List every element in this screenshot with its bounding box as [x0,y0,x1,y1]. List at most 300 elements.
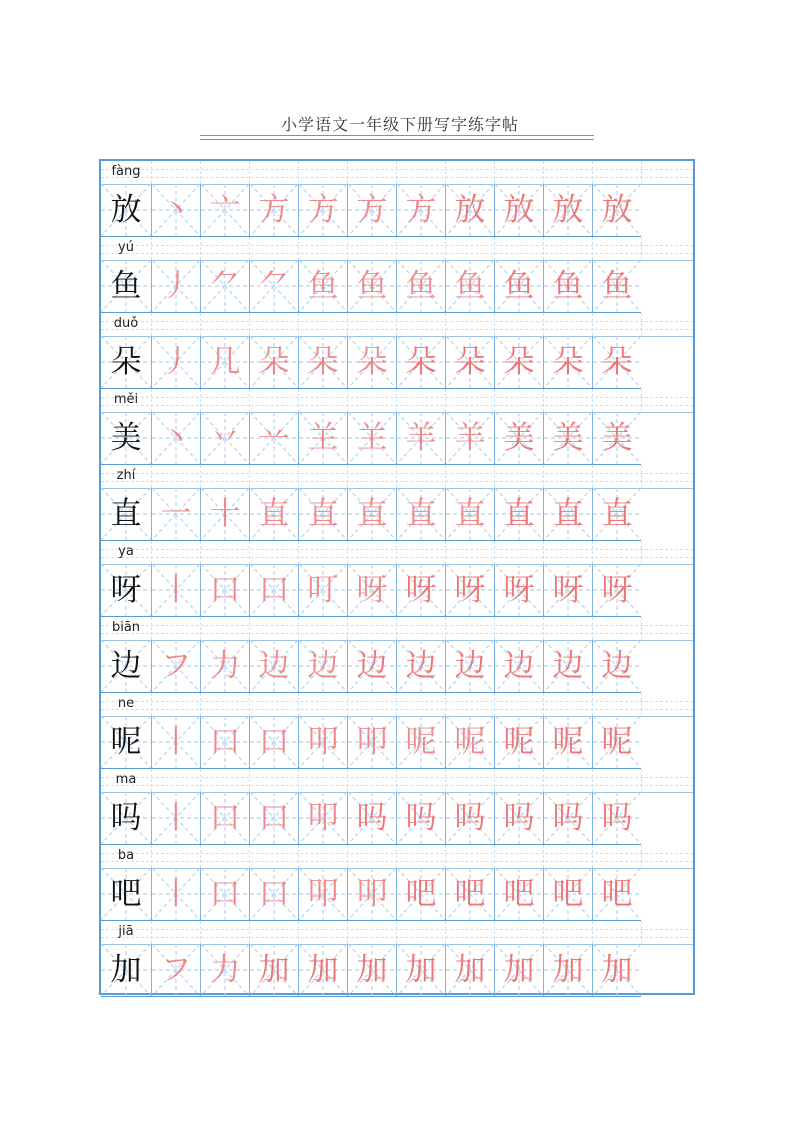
pinyin-divider [200,693,201,716]
pinyin-divider [592,465,593,488]
pinyin-divider [445,693,446,716]
pinyin-divider [543,769,544,792]
stroke-step-character: 叩 [356,723,388,760]
stroke-step-character: 鱼 [601,267,633,304]
stroke-step-cell[interactable] [347,792,396,845]
stroke-step-character: 呀 [356,571,388,608]
practice-row [101,921,693,997]
stroke-step-character: 鱼 [307,267,339,304]
pinyin-guide-line [101,633,693,634]
stroke-step-cell[interactable] [200,412,249,465]
stroke-step-cell[interactable] [592,640,641,693]
model-character: 吗 [110,799,142,836]
stroke-step-cell[interactable] [200,336,249,389]
model-character: 直 [110,495,142,532]
stroke-step-cell[interactable] [445,564,494,617]
stroke-step-cell[interactable] [151,716,200,769]
stroke-step-character: 丿 [160,267,192,304]
pinyin-divider [200,617,201,640]
stroke-step-cell[interactable] [347,640,396,693]
pinyin-divider [347,693,348,716]
pinyin-divider [543,237,544,260]
stroke-step-cell[interactable] [494,792,543,845]
pinyin-divider [298,313,299,336]
stroke-step-character: 丷 [209,419,241,456]
stroke-step-cell[interactable] [200,488,249,541]
stroke-step-cell[interactable] [200,944,249,997]
stroke-step-character: 美 [601,419,633,456]
pinyin-divider [151,389,152,412]
stroke-step-character: 吧 [503,875,535,912]
stroke-step-cell[interactable] [396,412,445,465]
pinyin-guide-line [101,557,693,558]
stroke-step-cell[interactable] [592,716,641,769]
stroke-step-character: ⺈ [258,267,290,304]
pinyin-divider [592,161,593,184]
pinyin-band [101,465,693,489]
stroke-step-character: 边 [356,647,388,684]
practice-row [101,161,693,237]
stroke-step-cell[interactable] [347,564,396,617]
stroke-step-cell[interactable] [151,260,200,313]
stroke-step-cell[interactable] [494,336,543,389]
stroke-step-character: 口 [258,799,290,836]
stroke-step-cell[interactable] [543,260,592,313]
pinyin-guide-line [101,549,693,550]
stroke-step-cell[interactable] [298,868,347,921]
stroke-step-cell[interactable] [298,260,347,313]
pinyin-guide-line [101,397,693,398]
stroke-step-character: 边 [601,647,633,684]
pinyin-divider [543,161,544,184]
pinyin-divider [249,693,250,716]
practice-row [101,769,693,845]
stroke-step-cell[interactable] [445,792,494,845]
stroke-step-cell[interactable] [347,716,396,769]
stroke-step-character: 边 [552,647,584,684]
pinyin-divider [298,389,299,412]
stroke-step-character: 吧 [454,875,486,912]
pinyin-divider [249,237,250,260]
pinyin-divider [445,921,446,944]
stroke-step-cell[interactable] [396,564,445,617]
stroke-step-character: 䒑 [258,419,290,456]
practice-row [101,237,693,313]
stroke-step-cell[interactable] [347,868,396,921]
stroke-step-character: 几 [209,343,241,380]
pinyin-divider [151,541,152,564]
stroke-step-cell[interactable] [151,792,200,845]
pinyin-divider [641,617,642,640]
stroke-step-cell[interactable] [396,716,445,769]
stroke-step-cell[interactable] [543,640,592,693]
pinyin-divider [592,921,593,944]
stroke-step-character: 叩 [307,875,339,912]
pinyin-divider [494,769,495,792]
pinyin-label: měi [113,392,139,407]
stroke-step-character: 加 [552,951,584,988]
stroke-step-cell[interactable] [494,716,543,769]
stroke-step-character: 呀 [405,571,437,608]
stroke-step-cell[interactable] [543,412,592,465]
pinyin-divider [641,313,642,336]
stroke-step-cell[interactable] [298,184,347,237]
model-character-cell [101,260,151,313]
stroke-step-cell[interactable] [592,336,641,389]
stroke-step-cell[interactable] [249,488,298,541]
pinyin-guide-line [101,253,693,254]
stroke-step-cell[interactable] [347,412,396,465]
pinyin-divider [445,389,446,412]
stroke-step-cell[interactable] [151,564,200,617]
pinyin-divider [641,161,642,184]
practice-sheet [99,159,695,995]
pinyin-divider [396,845,397,868]
stroke-step-character: 鱼 [454,267,486,304]
stroke-step-cell[interactable] [151,336,200,389]
stroke-step-cell[interactable] [298,716,347,769]
stroke-step-character: 朵 [503,343,535,380]
stroke-step-character: 直 [405,495,437,532]
pinyin-divider [396,465,397,488]
stroke-step-character: 边 [307,647,339,684]
stroke-step-cell[interactable] [543,792,592,845]
pinyin-guide-line [101,937,693,938]
stroke-step-cell[interactable] [592,488,641,541]
model-character: 鱼 [110,267,142,304]
stroke-step-cell[interactable] [494,564,543,617]
stroke-step-character: フ [160,647,192,684]
stroke-step-cell[interactable] [347,184,396,237]
stroke-step-cell[interactable] [200,640,249,693]
pinyin-divider [249,845,250,868]
stroke-step-character: 呢 [503,723,535,760]
pinyin-guide-line [101,329,693,330]
stroke-step-character: 美 [552,419,584,456]
pinyin-divider [445,769,446,792]
stroke-step-cell[interactable] [592,944,641,997]
stroke-step-cell[interactable] [151,944,200,997]
pinyin-divider [445,161,446,184]
stroke-step-character: 吧 [552,875,584,912]
stroke-step-cell[interactable] [396,792,445,845]
stroke-step-cell[interactable] [249,792,298,845]
stroke-step-cell[interactable] [298,792,347,845]
stroke-step-cell[interactable] [298,944,347,997]
stroke-step-character: 直 [552,495,584,532]
pinyin-divider [151,465,152,488]
stroke-step-cell[interactable] [494,412,543,465]
stroke-step-character: 口 [258,875,290,912]
stroke-step-cell[interactable] [151,488,200,541]
stroke-step-character: 吧 [405,875,437,912]
stroke-step-cell[interactable] [543,336,592,389]
stroke-step-character: 美 [503,419,535,456]
stroke-step-cell[interactable] [151,868,200,921]
stroke-step-character: 放 [454,191,486,228]
stroke-step-cell[interactable] [347,336,396,389]
stroke-step-cell[interactable] [543,488,592,541]
stroke-step-cell[interactable] [445,944,494,997]
stroke-step-cell[interactable] [445,716,494,769]
model-character: 边 [110,647,142,684]
stroke-step-cell[interactable] [543,184,592,237]
stroke-step-cell[interactable] [151,184,200,237]
stroke-step-character: 边 [405,647,437,684]
pinyin-divider [543,541,544,564]
pinyin-guide-line [101,701,693,702]
stroke-step-character: 吧 [601,875,633,912]
stroke-step-cell[interactable] [249,640,298,693]
stroke-step-character: 丨 [160,571,192,608]
stroke-step-cell[interactable] [298,640,347,693]
pinyin-divider [298,921,299,944]
stroke-step-character: 叩 [307,799,339,836]
stroke-step-character: 朵 [258,343,290,380]
stroke-step-cell[interactable] [249,184,298,237]
pinyin-divider [347,237,348,260]
model-character-cell [101,868,151,921]
model-character: 呀 [110,571,142,608]
stroke-step-character: 加 [601,951,633,988]
model-character-cell [101,336,151,389]
pinyin-divider [298,541,299,564]
stroke-step-cell[interactable] [592,868,641,921]
stroke-step-character: 加 [258,951,290,988]
stroke-step-character: 鱼 [552,267,584,304]
pinyin-divider [641,541,642,564]
pinyin-divider [200,389,201,412]
stroke-step-cell[interactable] [543,944,592,997]
pinyin-divider [200,237,201,260]
pinyin-divider [445,541,446,564]
pinyin-divider [298,237,299,260]
stroke-step-character: 吗 [454,799,486,836]
stroke-step-cell[interactable] [151,412,200,465]
pinyin-divider [396,617,397,640]
pinyin-divider [298,617,299,640]
stroke-step-cell[interactable] [494,184,543,237]
pinyin-guide-line [101,405,693,406]
stroke-step-character: 亠 [209,191,241,228]
stroke-step-cell[interactable] [249,260,298,313]
stroke-step-cell[interactable] [249,868,298,921]
stroke-step-character: 鱼 [503,267,535,304]
pinyin-label: duǒ [113,316,139,331]
pinyin-divider [151,161,152,184]
pinyin-guide-line [101,321,693,322]
pinyin-divider [347,617,348,640]
model-character-cell [101,640,151,693]
stroke-step-character: 叩 [307,723,339,760]
stroke-step-character: 呀 [552,571,584,608]
pinyin-divider [347,541,348,564]
pinyin-guide-line [101,169,693,170]
pinyin-divider [445,617,446,640]
pinyin-divider [494,921,495,944]
model-character: 放 [110,191,142,228]
stroke-step-character: 朵 [601,343,633,380]
stroke-step-character: 朵 [552,343,584,380]
pinyin-divider [151,617,152,640]
pinyin-band [101,693,693,717]
stroke-step-character: 丶 [160,191,192,228]
stroke-step-cell[interactable] [543,564,592,617]
stroke-step-cell[interactable] [445,412,494,465]
stroke-step-cell[interactable] [494,260,543,313]
practice-row [101,313,693,389]
stroke-step-cell[interactable] [396,640,445,693]
stroke-step-cell[interactable] [445,868,494,921]
stroke-step-character: 放 [601,191,633,228]
pinyin-divider [396,541,397,564]
stroke-step-cell[interactable] [592,792,641,845]
pinyin-divider [298,845,299,868]
pinyin-label: fàng [111,164,141,179]
pinyin-divider [200,161,201,184]
stroke-step-cell[interactable] [445,184,494,237]
stroke-step-cell[interactable] [396,260,445,313]
stroke-step-cell[interactable] [592,564,641,617]
pinyin-divider [249,161,250,184]
stroke-step-character: 丨 [160,723,192,760]
pinyin-divider [249,921,250,944]
stroke-step-cell[interactable] [445,640,494,693]
stroke-step-cell[interactable] [200,564,249,617]
stroke-step-cell[interactable] [151,640,200,693]
stroke-step-cell[interactable] [298,336,347,389]
stroke-step-cell[interactable] [445,260,494,313]
pinyin-divider [494,541,495,564]
pinyin-guide-line [101,473,693,474]
stroke-step-character: 丿 [160,343,192,380]
pinyin-divider [592,617,593,640]
stroke-step-character: 鱼 [405,267,437,304]
pinyin-divider [347,769,348,792]
stroke-step-character: 十 [209,495,241,532]
pinyin-divider [592,845,593,868]
practice-row [101,541,693,617]
stroke-step-cell[interactable] [494,944,543,997]
stroke-step-cell[interactable] [200,260,249,313]
stroke-step-cell[interactable] [200,716,249,769]
stroke-step-cell[interactable] [249,564,298,617]
stroke-step-character: 方 [356,191,388,228]
pinyin-divider [200,313,201,336]
pinyin-divider [543,693,544,716]
stroke-step-cell[interactable] [347,260,396,313]
stroke-step-cell[interactable] [494,868,543,921]
stroke-step-cell[interactable] [298,488,347,541]
pinyin-divider [543,845,544,868]
pinyin-label: ma [115,772,137,787]
stroke-step-character: 丨 [160,875,192,912]
stroke-step-character: 方 [307,191,339,228]
stroke-step-cell[interactable] [494,640,543,693]
stroke-step-cell[interactable] [543,716,592,769]
stroke-step-cell[interactable] [494,488,543,541]
stroke-step-character: 口 [209,571,241,608]
stroke-step-character: フ [160,951,192,988]
stroke-step-character: 叩 [356,875,388,912]
pinyin-divider [249,389,250,412]
stroke-step-cell[interactable] [396,488,445,541]
stroke-step-character: 力 [209,951,241,988]
stroke-step-cell[interactable] [249,716,298,769]
pinyin-divider [592,541,593,564]
pinyin-divider [249,313,250,336]
pinyin-divider [347,161,348,184]
pinyin-divider [494,161,495,184]
stroke-step-cell[interactable] [592,260,641,313]
stroke-step-character: 呢 [405,723,437,760]
stroke-step-cell[interactable] [396,868,445,921]
stroke-step-character: 朵 [454,343,486,380]
title-underline-2 [200,139,594,140]
stroke-step-cell[interactable] [543,868,592,921]
stroke-step-character: 力 [209,647,241,684]
stroke-step-cell[interactable] [396,184,445,237]
pinyin-divider [151,693,152,716]
pinyin-divider [347,465,348,488]
pinyin-band [101,313,693,337]
pinyin-band [101,541,693,565]
model-character-cell [101,564,151,617]
stroke-step-character: 吗 [601,799,633,836]
stroke-step-cell[interactable] [347,944,396,997]
practice-row [101,845,693,921]
stroke-step-cell[interactable] [249,336,298,389]
stroke-step-cell[interactable] [592,184,641,237]
stroke-step-cell[interactable] [200,792,249,845]
pinyin-divider [592,769,593,792]
pinyin-label: jiā [118,924,134,939]
pinyin-label: zhí [116,468,136,483]
pinyin-divider [592,313,593,336]
stroke-step-cell[interactable] [200,184,249,237]
pinyin-divider [249,769,250,792]
stroke-step-cell[interactable] [249,944,298,997]
stroke-step-character: 方 [258,191,290,228]
stroke-step-cell[interactable] [445,336,494,389]
pinyin-label: ya [118,544,134,559]
pinyin-divider [347,313,348,336]
stroke-step-character: 吗 [405,799,437,836]
stroke-step-cell[interactable] [396,336,445,389]
stroke-step-cell[interactable] [298,412,347,465]
pinyin-divider [347,921,348,944]
pinyin-divider [347,845,348,868]
stroke-step-cell[interactable] [249,412,298,465]
stroke-step-cell[interactable] [445,488,494,541]
stroke-step-character: 口 [209,799,241,836]
stroke-step-cell[interactable] [396,944,445,997]
pinyin-divider [200,769,201,792]
pinyin-divider [641,237,642,260]
stroke-step-cell[interactable] [347,488,396,541]
pinyin-label: biān [111,620,141,635]
pinyin-band [101,769,693,793]
pinyin-guide-line [101,177,693,178]
stroke-step-cell[interactable] [592,412,641,465]
pinyin-divider [494,693,495,716]
stroke-step-cell[interactable] [200,868,249,921]
stroke-step-character: 口 [258,723,290,760]
stroke-step-cell[interactable] [298,564,347,617]
stroke-step-character: 直 [356,495,388,532]
stroke-step-character: 放 [552,191,584,228]
stroke-step-character: 呀 [503,571,535,608]
